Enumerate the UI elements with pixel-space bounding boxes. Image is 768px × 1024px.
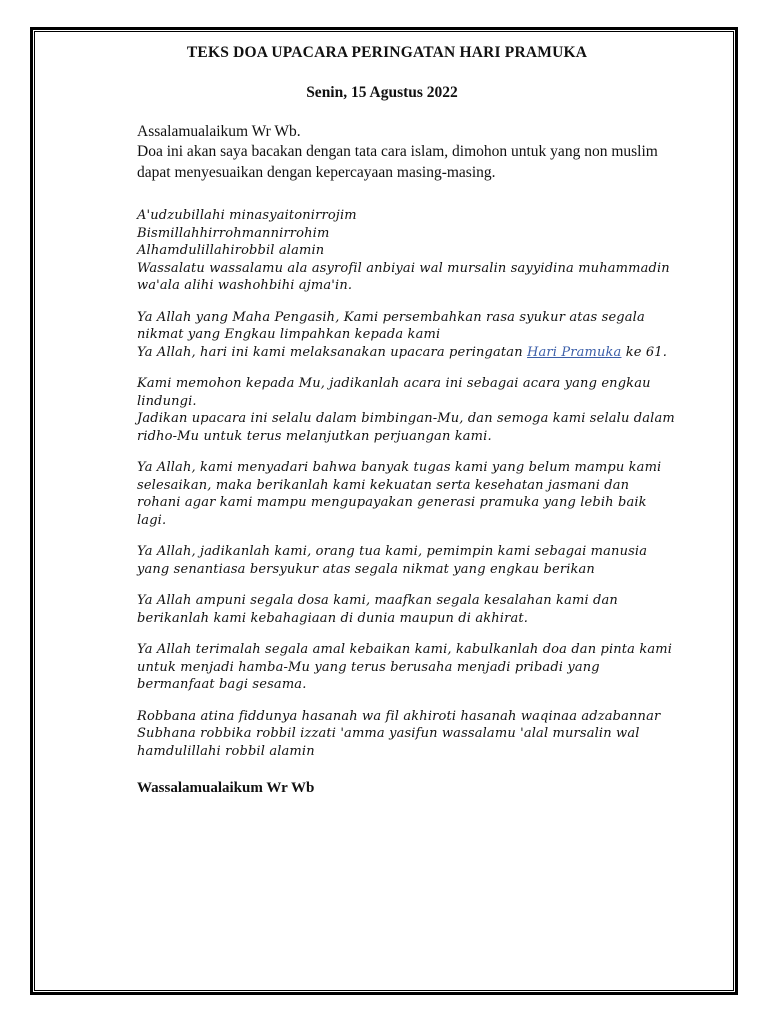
prayer-paragraph-2 <box>137 309 677 362</box>
prayer-line: Jadikan upacara ini selalu dalam bimbingan-Mu, dan semoga kami selalu dalam ridho-Mu untuk terus melanjutkan perjuangan kami. <box>137 411 675 444</box>
opening-prayer <box>137 207 677 295</box>
opening-line: Bismillahhirrohmannirrohim <box>137 225 330 241</box>
document-title: TEKS DOA UPACARA PERINGATAN HARI PRAMUKA <box>186 44 588 61</box>
prayer-text: ke 61. <box>621 344 668 360</box>
prayer-line: Ya Allah yang Maha Pengasih, Kami persembahkan rasa syukur atas segala nikmat yang Engkau limpahkan kepada kami <box>137 309 645 342</box>
prayer-text: Ya Allah, hari ini kami melaksanakan upacara peringatan <box>137 344 528 360</box>
prayer-paragraph-7: Ya Allah terimalah segala amal kebaikan kami, kabulkanlah doa dan pinta kami untuk menjadi hamba-Mu yang terus berusaha menjadi pribadi yang bermanfaat bagi sesama. <box>137 642 673 692</box>
opening-line: A'udzubillahi minasyaitonirrojim <box>137 208 357 223</box>
prayer-line: Subhana robbika robbil izzati 'amma yasifun wassalamu 'alal mursalin wal hamdulillahi robbil alamin <box>137 726 640 759</box>
prayer-paragraph-4: Ya Allah, kami menyadari bahwa banyak tugas kami yang belum mampu kami selesaikan, maka berikanlah kami kekuatan serta kesehatan jasmani dan rohani agar kami mampu mengupayakan generasi pramuka yang lebih baik lagi. <box>137 460 662 528</box>
hari-pramuka-link[interactable]: Hari Pramuka <box>527 344 622 360</box>
document-body <box>137 44 677 797</box>
prayer-paragraph-8 <box>137 708 677 761</box>
greeting: Assalamualaikum Wr Wb. <box>137 123 301 140</box>
prayer-line <box>137 344 677 362</box>
closing-greeting: Wassalamualaikum Wr Wb <box>137 780 315 796</box>
prayer-paragraph-3 <box>137 375 677 445</box>
intro-text: Doa ini akan saya bacakan dengan tata cara islam, dimohon untuk yang non muslim dapat menyesuaikan dengan kepercayaan masing-masing. <box>137 143 658 181</box>
prayer-paragraph-5: Ya Allah, jadikanlah kami, orang tua kami, pemimpin kami sebagai manusia yang senantiasa bersyukur atas segala nikmat yang engkau berikan <box>137 544 648 577</box>
prayer-line: Kami memohon kepada Mu, jadikanlah acara ini sebagai acara yang engkau lindungi. <box>137 376 651 409</box>
opening-line: Alhamdulillahirobbil alamin <box>137 243 325 258</box>
opening-line: Wassalatu wassalamu ala asyrofil anbiyai wal mursalin sayyidina muhammadin wa'ala alihi washohbihi ajma'in. <box>137 260 670 293</box>
prayer-paragraph-6: Ya Allah ampuni segala dosa kami, maafkan segala kesalahan kami dan berikanlah kami kebahagiaan di dunia maupun di akhirat. <box>137 593 618 626</box>
document-date: Senin, 15 Agustus 2022 <box>306 84 458 101</box>
prayer-line: Robbana atina fiddunya hasanah wa fil akhiroti hasanah waqinaa adzabannar <box>137 708 661 724</box>
